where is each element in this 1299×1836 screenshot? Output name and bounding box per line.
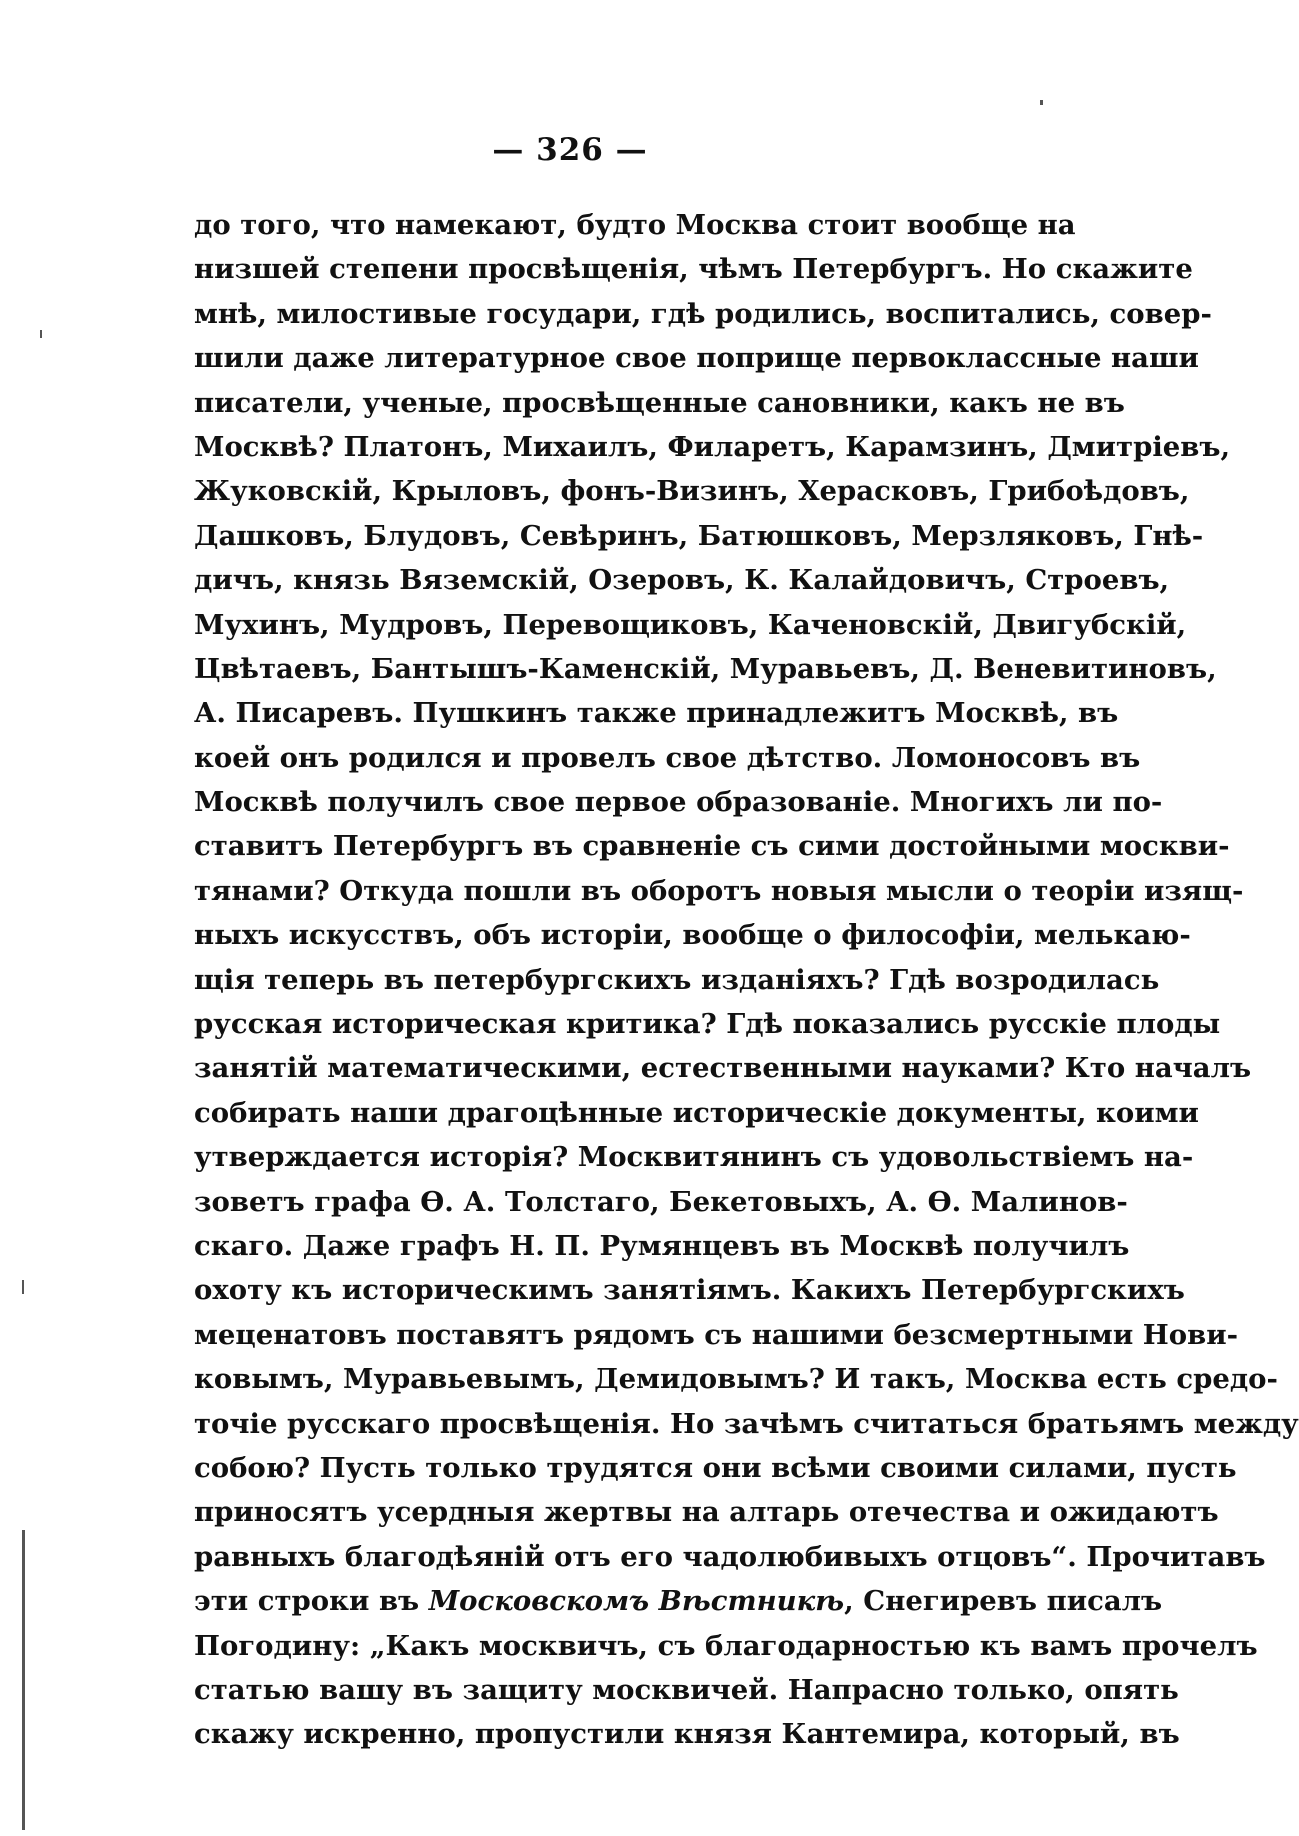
text-line: шили даже литературное свое поприще первоклассные наши xyxy=(194,342,1199,375)
body-text xyxy=(194,203,1299,1757)
text-line: Москвѣ? Платонъ, Михаилъ, Филаретъ, Карамзинъ, Дмитріевъ, xyxy=(194,430,1231,463)
text-line: ставитъ Петербургъ въ сравненіе съ сими достойными москви- xyxy=(194,830,1230,863)
text-segment: эти строки въ xyxy=(194,1585,429,1618)
text-line: щія теперь въ петербургскихъ изданіяхъ? Гдѣ возродилась xyxy=(194,963,1160,996)
text-line: ковымъ, Муравьевымъ, Демидовымъ? И такъ, Москва есть средо- xyxy=(194,1363,1278,1396)
text-line: приносятъ усердныя жертвы на алтарь отечества и ожидаютъ xyxy=(194,1496,1219,1529)
text-line: скажу искренно, пропустили князя Кантемира, который, въ xyxy=(194,1718,1180,1751)
text-line: занятій математическими, естественными науками? Кто началъ xyxy=(194,1052,1252,1085)
text-line: дичъ, князь Вяземскій, Озеровъ, К. Калайдовичъ, Строевъ, xyxy=(194,564,1170,597)
text-line: тянами? Откуда пошли въ оборотъ новыя мысли о теоріи изящ- xyxy=(194,874,1244,907)
text-line: коей онъ родился и провелъ свое дѣтство. Ломоносовъ въ xyxy=(194,741,1141,774)
text-line: скаго. Даже графъ Н. П. Румянцевъ въ Москвѣ получилъ xyxy=(194,1229,1130,1262)
text-line: Погодину: „Какъ москвичъ, съ благодарностью къ вамъ прочелъ xyxy=(194,1629,1258,1662)
text-line: собою? Пусть только трудятся они всѣми своими силами, пусть xyxy=(194,1451,1237,1484)
scan-speck xyxy=(1040,100,1043,105)
text-line: низшей степени просвѣщенія, чѣмъ Петербургъ. Но скажите xyxy=(194,253,1193,286)
text-line: Мухинъ, Мудровъ, Перевощиковъ, Каченовскій, Двигубскій, xyxy=(194,608,1187,641)
text-line: собирать наши драгоцѣнные историческіе документы, коими xyxy=(194,1096,1199,1129)
page-number: — 326 — xyxy=(492,132,648,168)
text-line: Цвѣтаевъ, Бантышъ-Каменскій, Муравьевъ, Д. Веневитиновъ, xyxy=(194,652,1217,685)
text-line: зоветъ графа Ѳ. А. Толстаго, Бекетовыхъ, А. Ѳ. Малинов- xyxy=(194,1185,1128,1218)
text-line: Жуковскій, Крыловъ, фонъ-Визинъ, Херасковъ, Грибоѣдовъ, xyxy=(194,475,1190,508)
journal-title-italic: Московскомъ Вѣстникѣ xyxy=(428,1585,845,1618)
text-line: русская историческая критика? Гдѣ показались русскіе плоды xyxy=(194,1008,1221,1041)
text-line: до того, что намекают, будто Москва стоит вообще на xyxy=(194,209,1076,241)
text-line: А. Писаревъ. Пушкинъ также принадлежитъ Москвѣ, въ xyxy=(194,697,1119,730)
text-line: ныхъ искусствъ, объ исторіи, вообще о философіи, мелькаю- xyxy=(194,919,1191,952)
text-line: охоту къ историческимъ занятіямъ. Какихъ Петербургскихъ xyxy=(194,1274,1185,1307)
text-line: мнѣ, милостивые государи, гдѣ родились, воспитались, совер- xyxy=(194,297,1212,330)
text-segment: , Снегиревъ писалъ xyxy=(844,1585,1163,1618)
scan-edge-line xyxy=(22,1530,25,1830)
text-line-with-italic-title xyxy=(194,1579,1163,1623)
text-line: писатели, ученые, просвѣщенные сановники, какъ не въ xyxy=(194,386,1125,419)
text-line: статью вашу въ защиту москвичей. Напрасно только, опять xyxy=(194,1673,1179,1706)
scan-speck xyxy=(40,330,42,338)
scan-speck xyxy=(22,1280,24,1294)
text-line: Москвѣ получилъ свое первое образованіе. Многихъ ли по- xyxy=(194,786,1163,819)
text-line: точіе русскаго просвѣщенія. Но зачѣмъ считаться братьямъ между xyxy=(194,1407,1299,1440)
text-line: Дашковъ, Блудовъ, Севѣринъ, Батюшковъ, Мерзляковъ, Гнѣ- xyxy=(194,519,1204,552)
text-line: меценатовъ поставятъ рядомъ съ нашими безсмертными Нови- xyxy=(194,1318,1239,1351)
text-line: равныхъ благодѣяній отъ его чадолюбивыхъ отцовъ“. Прочитавъ xyxy=(194,1540,1266,1573)
text-line: утверждается исторія? Москвитянинъ съ удовольствіемъ на- xyxy=(194,1141,1194,1174)
